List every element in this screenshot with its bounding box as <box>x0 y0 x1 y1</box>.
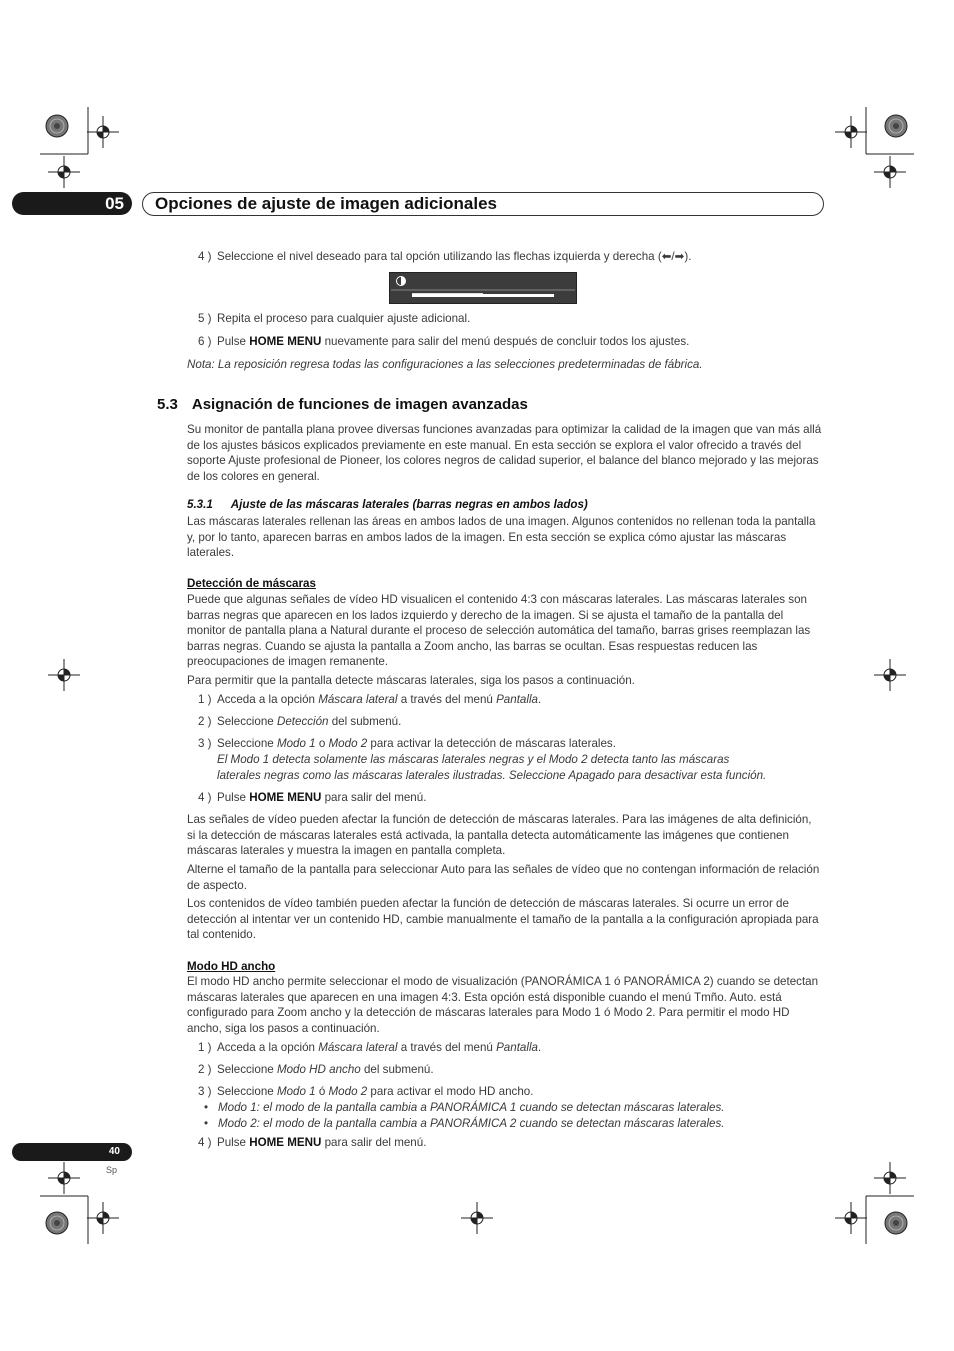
deteccion-step-3-note-1: El Modo 1 detecta solamente las máscaras laterales negras y el Modo 2 detecta tanto las máscaras <box>217 753 730 766</box>
section-body: Su monitor de pantalla plana provee diversas funciones avanzadas para optimizar la calidad de la imagen que van más allá de los ajustes básicos explicados previamente en este manual. En esta sección se explora el valor ofrecido a través del soporte Ajuste profesional de Pioneer, los colores negros de calidad superior, el balance del blanco mejorado y las mejoras de los colores en general. <box>187 423 822 483</box>
subsection-body: Las máscaras laterales rellenan las áreas en ambos lados de una imagen. Algunos contenidos no rellenan toda la pantalla y, por lo tanto, aparecen barras en ambos lados de la imagen. En esta sección se explica cómo ajustar las máscaras laterales. <box>187 515 816 560</box>
chapter-title: Opciones de ajuste de imagen adicionales <box>155 194 498 213</box>
modohd-bullet-2: • Modo 2: el modo de la pantalla cambia a PANORÁMICA 2 cuando se detectan máscaras laterales. <box>204 1117 725 1130</box>
deteccion-p1: Puede que algunas señales de vídeo HD visualicen el contenido 4:3 con máscaras laterales. Las máscaras laterales son barras negras que aparecen en los lados izquierdo y derecho de la imagen. Si se ajusta el tamaño de la pantalla del monitor de pantalla plana a Natural durante el proceso de selección automática del tamaño, barras grises reemplazan las barras negras. Cuando se ajusta la pantalla a Zoom ancho, las barras se ocultan. Esas respuestas reducen las preocupaciones de imagen remanente. <box>187 593 811 669</box>
deteccion-step-2: 2 ) Seleccione Detección del submenú. <box>198 715 402 728</box>
deteccion-heading: Detección de máscaras <box>187 577 316 590</box>
chapter-title-bar <box>142 192 824 216</box>
subsection-heading: 5.3.1 Ajuste de las máscaras laterales (barras negras en ambos lados) <box>187 498 588 511</box>
deteccion-p2: Para permitir que la pantalla detecte máscaras laterales, siga los pasos a continuación. <box>187 674 635 687</box>
deteccion-p4: Alterne el tamaño de la pantalla para seleccionar Auto para las señales de vídeo que no contengan información de relación de aspecto. <box>187 863 820 892</box>
deteccion-p3: Las señales de vídeo pueden afectar la función de detección de máscaras laterales. Para las imágenes de alta definición, si la detección de máscaras laterales está activada, la pantalla detecta automáticamente las imágenes que contienen máscaras laterales y muestra la imagen en pantalla completa. <box>187 813 812 858</box>
deteccion-p5: Los contenidos de vídeo también pueden afectar la función de detección de máscaras laterales. Si ocurre un error de detección al intentar ver un contenido HD, cambie manualmente el tamaño de la pantalla a la configuración apropiada para tal contenido. <box>187 897 819 942</box>
modohd-step-2: 2 ) Seleccione Modo HD ancho del submenú. <box>198 1063 434 1076</box>
modohd-bullet-1: • Modo 1: el modo de la pantalla cambia a PANORÁMICA 1 cuando se detectan máscaras laterales. <box>204 1101 725 1114</box>
page-number: 40 <box>108 1146 120 1157</box>
slider-level <box>412 293 483 294</box>
modohd-step-4: 4 ) Pulse HOME MENU para salir del menú. <box>198 1136 427 1149</box>
modohd-heading: Modo HD ancho <box>187 960 276 973</box>
deteccion-step-4: 4 ) Pulse HOME MENU para salir del menú. <box>198 791 427 804</box>
modohd-step-3: 3 ) Seleccione Modo 1 ó Modo 2 para activar el modo HD ancho. <box>198 1085 534 1098</box>
section-heading: 5.3 Asignación de funciones de imagen avanzadas <box>157 396 528 413</box>
slider-track <box>412 294 554 297</box>
modohd-step-1: 1 ) Acceda a la opción Máscara lateral a través del menú Pantalla. <box>198 1041 542 1054</box>
chapter-number: 05 <box>105 194 124 213</box>
intro-step-6: 6 ) Pulse HOME MENU nuevamente para salir del menú después de concluir todos los ajustes. <box>198 335 690 348</box>
contrast-icon <box>390 273 576 303</box>
intro-step-5: 5 ) Repita el proceso para cualquier ajuste adicional. <box>198 312 471 325</box>
intro-step-4: 4 ) Seleccione el nivel deseado para tal opción utilizando las flechas izquierda y derecha (⬅/➡). <box>198 250 692 263</box>
deteccion-step-1: 1 ) Acceda a la opción Máscara lateral a través del menú Pantalla. <box>198 693 542 706</box>
osd-slider-panel <box>389 272 577 304</box>
chapter-tab <box>12 192 132 215</box>
deteccion-step-3-note-2: laterales negras como las máscaras laterales ilustradas. Seleccione Apagado para desactivar esta función. <box>217 769 767 782</box>
modohd-p1: El modo HD ancho permite seleccionar el modo de visualización (PANORÁMICA 1 ó PANORÁMICA 2) cuando se detectan máscaras laterales que aparecen en una imagen 4:3. Esta opción está disponible cuando el menú Tmño. Auto. está configurado para Zoom ancho y la detección de máscaras laterales para Modo 1 ó Modo 2. Para permitir el modo HD ancho, siga los pasos a continuación. <box>187 975 819 1035</box>
reset-note: Nota: La reposición regresa todas las configuraciones a las selecciones predeterminadas de fábrica. <box>187 358 703 371</box>
language-code: Sp <box>106 1165 118 1175</box>
deteccion-step-3: 3 ) Seleccione Modo 1 o Modo 2 para activar la detección de máscaras laterales. <box>198 737 616 750</box>
page-number-badge <box>12 1143 132 1161</box>
